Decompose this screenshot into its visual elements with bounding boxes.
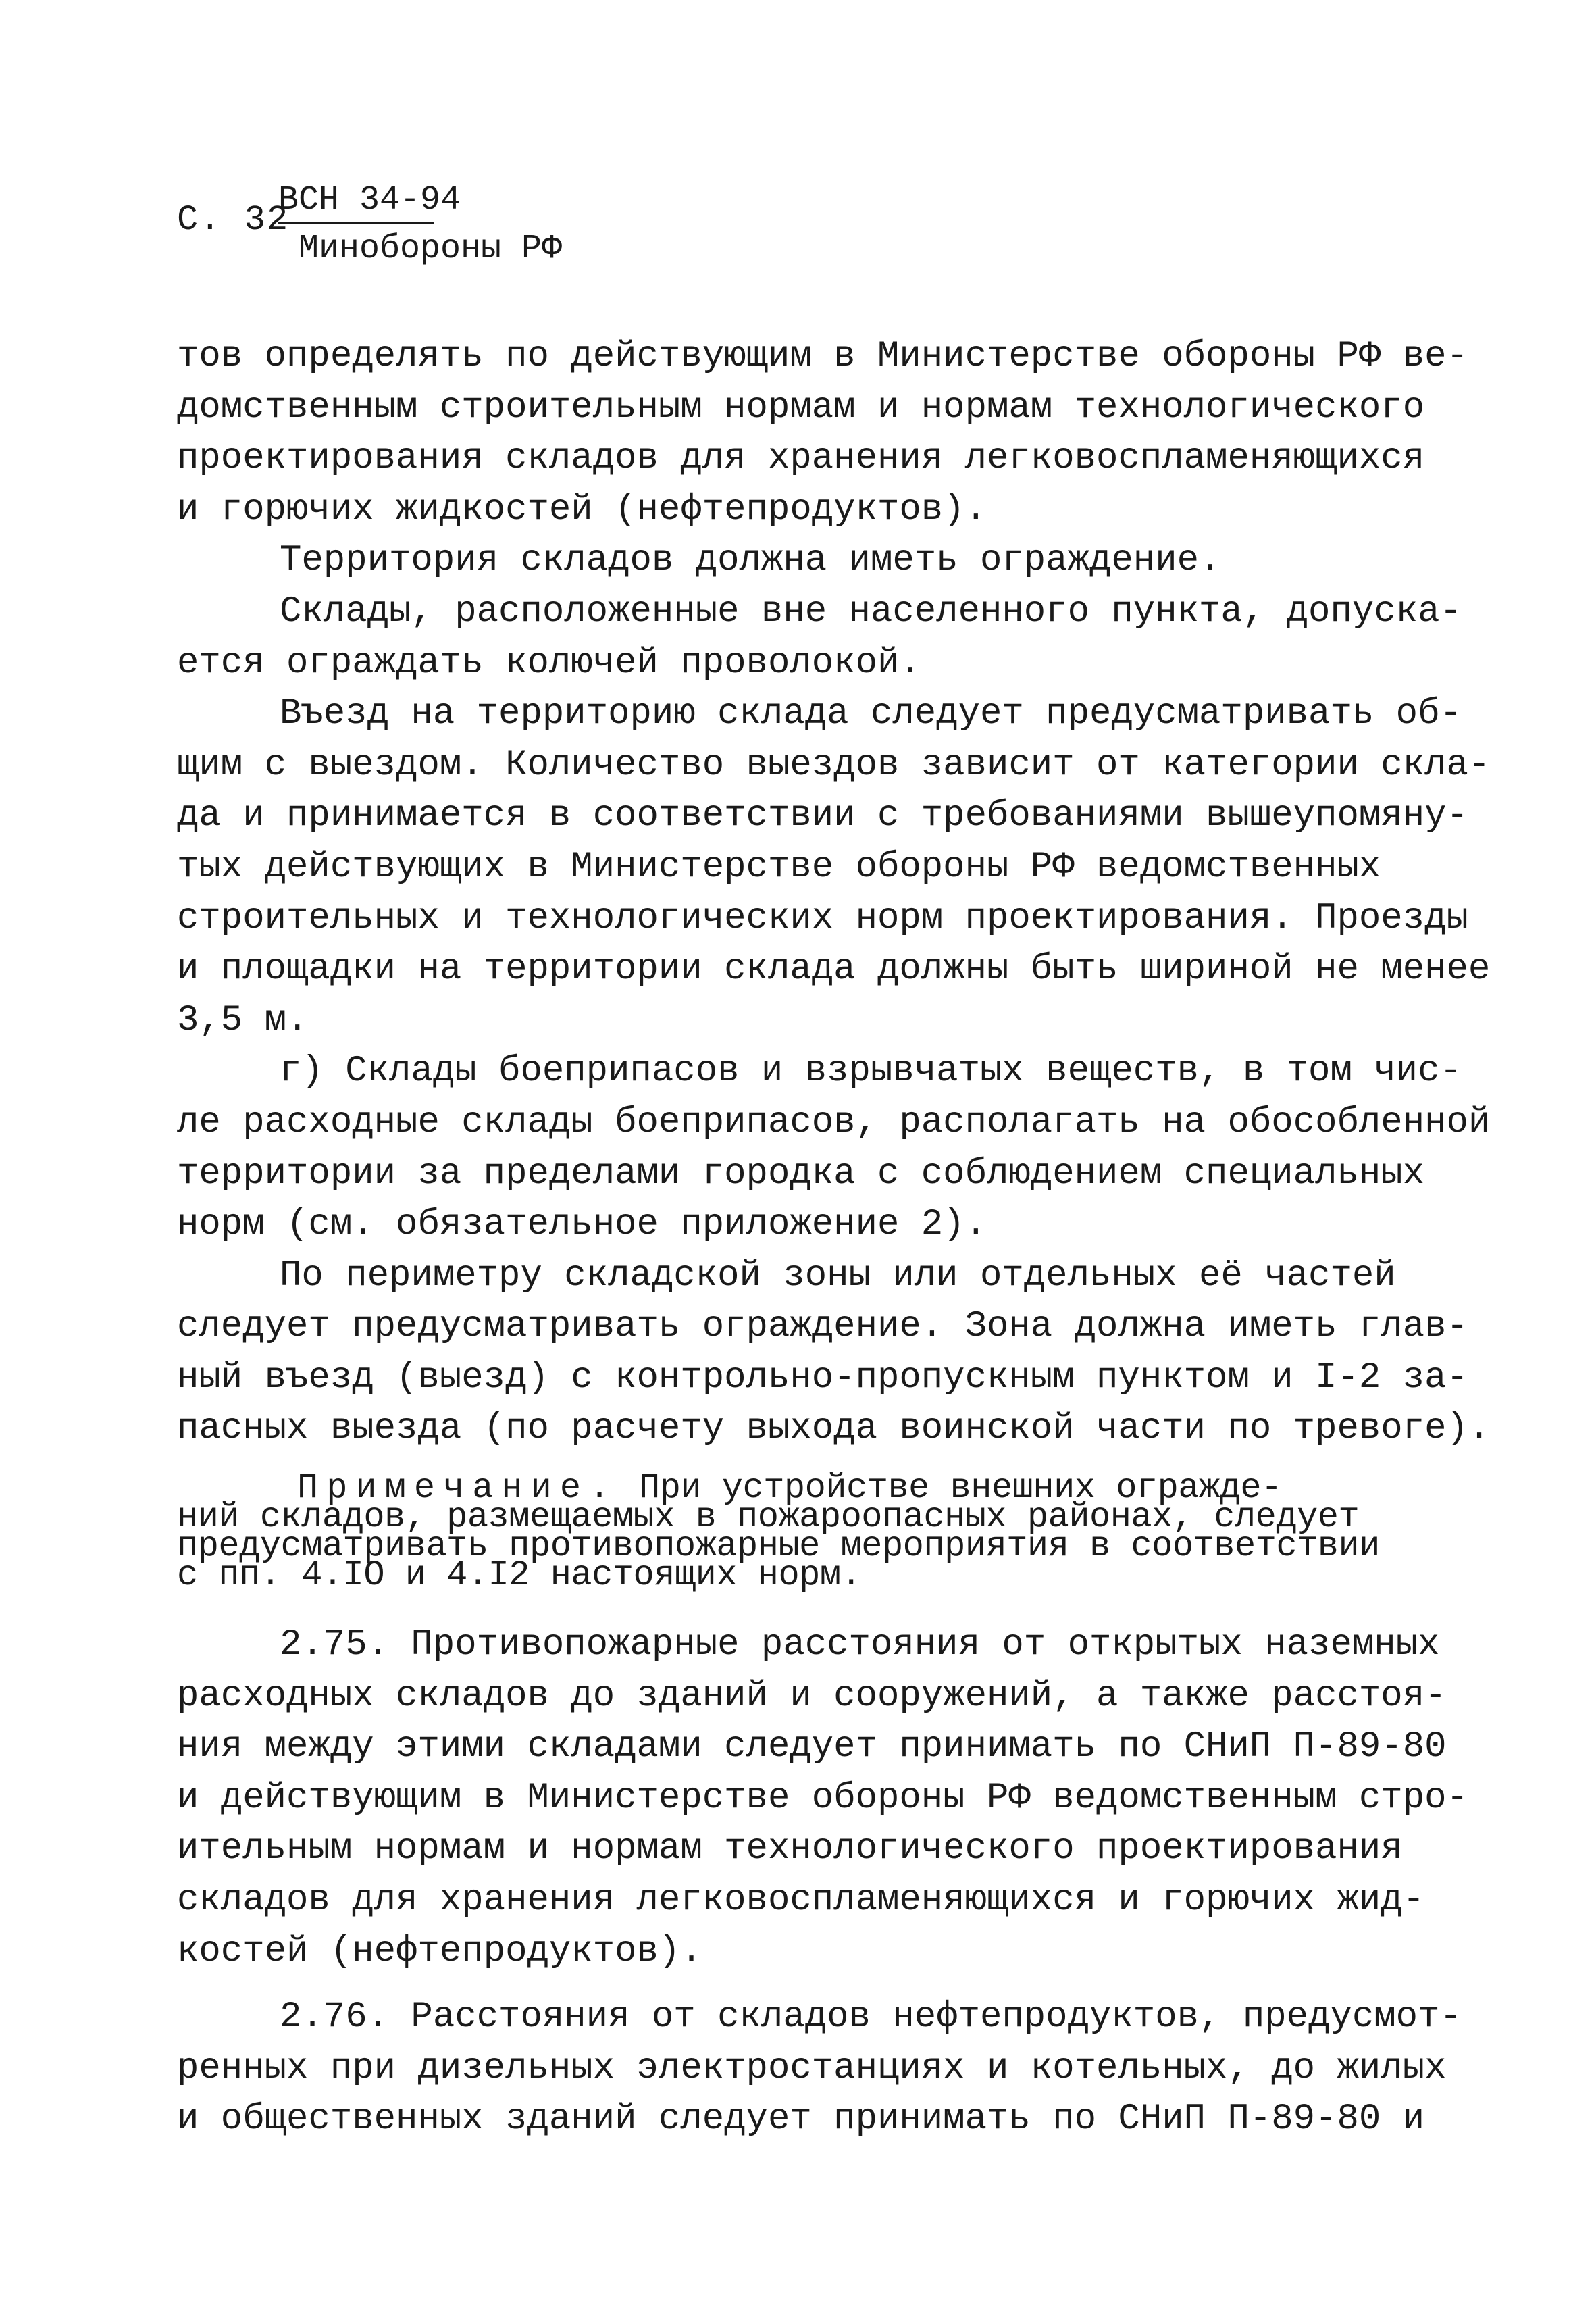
text-line: проектирования складов для хранения легковоспламеняющихся xyxy=(177,438,1425,480)
issuing-organization: Минобороны РФ xyxy=(299,230,563,268)
text-line: и общественных зданий следует принимать по СНиП П-89-80 и xyxy=(177,2098,1425,2140)
paragraph-entry-exit xyxy=(177,688,1491,1046)
note-block xyxy=(177,1468,1447,1596)
header-underline xyxy=(278,222,434,224)
paragraph-perimeter xyxy=(177,1251,1491,1455)
text-line: По периметру складской зоны или отдельных её частей xyxy=(280,1255,1396,1297)
note-line: ний складов, размещаемых в пожароопасных районах, следует xyxy=(177,1497,1360,1538)
text-line: 3,5 м. xyxy=(177,999,309,1041)
text-line: складов для хранения легковоспламеняющихся и горючих жид- xyxy=(177,1880,1425,1921)
text-line: тых действующих в Министерстве обороны РФ ведомственных xyxy=(177,846,1381,888)
text-line: ется ограждать колючей проволокой. xyxy=(177,642,921,684)
text-line: Въезд на территорию склада следует предусматривать об- xyxy=(280,693,1462,735)
document-code: ВСН 34-94 xyxy=(278,181,461,220)
paragraph-ammunition-storage xyxy=(177,1046,1491,1250)
text-line: территории за пределами городка с соблюдением специальных xyxy=(177,1153,1425,1194)
paragraph-continuation xyxy=(177,331,1468,535)
text-line: ния между этими складами следует принимать по СНиП П-89-80 xyxy=(177,1726,1447,1768)
text-line: 2.75. Противопожарные расстояния от открытых наземных xyxy=(280,1624,1440,1666)
section-2-75 xyxy=(177,1619,1468,1977)
text-line: и горючих жидкостей (нефтепродуктов). xyxy=(177,488,987,530)
note-text: При устройстве внешних огражде- xyxy=(638,1468,1282,1509)
text-line: пасных выезда (по расчету выхода воинской части по тревоге). xyxy=(177,1408,1491,1450)
spacer xyxy=(177,1455,1447,1469)
section-2-76 xyxy=(177,1992,1462,2145)
text-line: Склады, расположенные вне населенного пункта, допуска- xyxy=(280,590,1462,632)
spacer xyxy=(177,1977,1447,1992)
paragraph-territory-fence xyxy=(177,535,1447,586)
paragraph-barbed-wire xyxy=(177,586,1462,688)
note-label: Примечание. xyxy=(297,1468,619,1509)
note-line: с пп. 4.IO и 4.I2 настоящих норм. xyxy=(177,1555,862,1596)
text-line: щим с выездом. Количество выездов зависит от категории скла- xyxy=(177,744,1491,786)
text-line: костей (нефтепродуктов). xyxy=(177,1930,702,1972)
text-line: домственным строительным нормам и нормам технологического xyxy=(177,386,1425,428)
text-line: следует предусматривать ограждение. Зона должна иметь глав- xyxy=(177,1306,1468,1348)
spacer xyxy=(177,1605,1447,1619)
text-line: и действующим в Министерстве обороны РФ ведомственным стро- xyxy=(177,1777,1468,1819)
page-number: С. 32 xyxy=(177,200,290,240)
document-body xyxy=(177,331,1491,2145)
text-line: Территория складов должна иметь ограждение. xyxy=(280,540,1221,582)
text-line: да и принимается в соответствии с требованиями вышеупомяну- xyxy=(177,795,1468,837)
text-line: и площадки на территории склада должны быть шириной не менее xyxy=(177,949,1491,990)
text-line: ле расходные склады боеприпасов, располагать на обособленной xyxy=(177,1101,1491,1143)
text-line: строительных и технологических норм проектирования. Проезды xyxy=(177,897,1468,939)
text-line: норм (см. обязательное приложение 2). xyxy=(177,1204,987,1246)
text-line: расходных складов до зданий и сооружений, а также расстоя- xyxy=(177,1675,1447,1717)
text-line: г) Склады боеприпасов и взрывчатых веществ, в том чис- xyxy=(280,1051,1462,1092)
text-line: ренных при дизельных электростанциях и котельных, до жилых xyxy=(177,2047,1447,2089)
page-header xyxy=(177,181,650,276)
text-line: тов определять по действующим в Министерстве обороны РФ ве- xyxy=(177,336,1468,377)
text-line: 2.76. Расстояния от складов нефтепродуктов, предусмот- xyxy=(280,1996,1462,2038)
text-line: ный въезд (выезд) с контрольно-пропускным пунктом и I-2 за- xyxy=(177,1357,1468,1399)
text-line: ительным нормам и нормам технологического проектирования xyxy=(177,1828,1403,1870)
note-line: предусматривать противопожарные мероприятия в соответствии xyxy=(177,1526,1380,1567)
